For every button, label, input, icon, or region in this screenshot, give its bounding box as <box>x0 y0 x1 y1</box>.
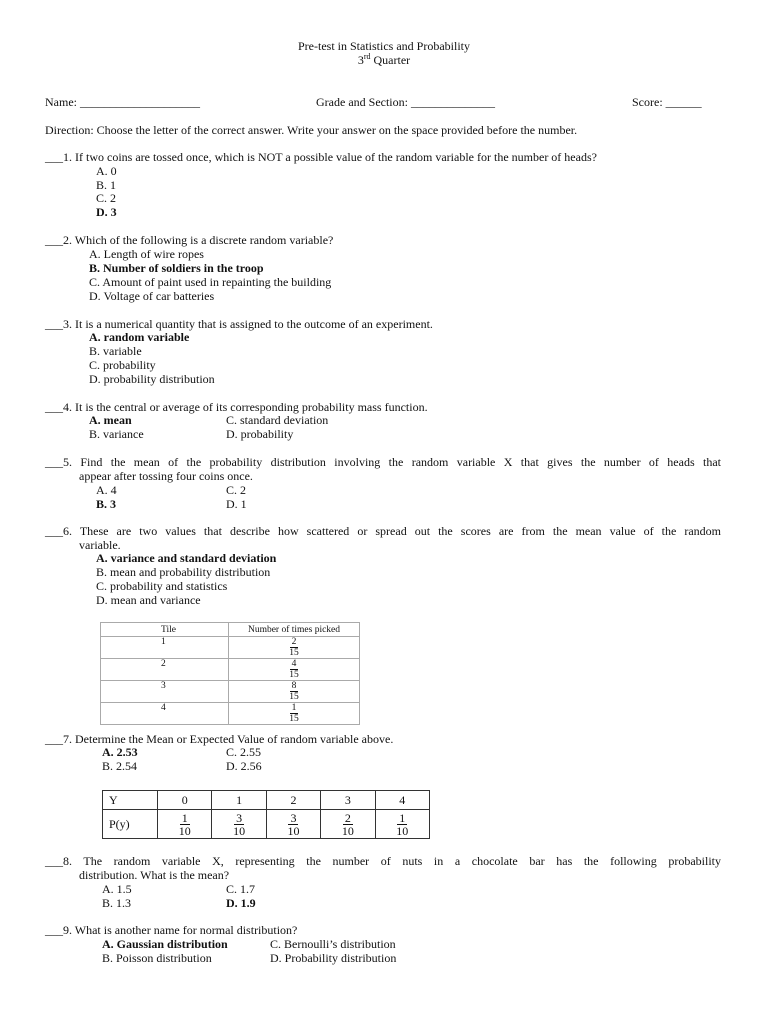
grade-section-field[interactable]: Grade and Section: ______________ <box>316 95 495 109</box>
tile-header: Tile <box>101 623 229 637</box>
table-row <box>101 703 360 725</box>
page-title: Pre-test in Statistics and Probability <box>298 39 470 53</box>
q9-choice-b: B. Poisson distribution <box>102 951 212 965</box>
numerator: 4 <box>291 659 297 669</box>
fraction <box>289 637 299 658</box>
denominator: 10 <box>341 824 354 838</box>
table-row <box>101 637 360 659</box>
q9-choice-c: C. Bernoulli’s distribution <box>270 937 396 951</box>
q8-stem: ___8. The random variable X, representing the number of nuts in a chocolate bar has the following probability <box>45 854 721 868</box>
py-label: P(y) <box>103 810 158 839</box>
tile-value: 2 <box>101 659 229 681</box>
q5-choice-d: D. 1 <box>226 497 247 511</box>
numerator: 1 <box>399 811 406 825</box>
q2-choice-b: B. Number of soldiers in the troop <box>89 261 264 275</box>
fraction <box>289 703 299 724</box>
q8-choice-a: A. 1.5 <box>102 882 132 896</box>
q8-stem-cont: distribution. What is the mean? <box>79 868 230 882</box>
q3-stem: ___3. It is a numerical quantity that is assigned to the outcome of an experiment. <box>45 317 433 331</box>
q7-stem: ___7. Determine the Mean or Expected Value of random variable above. <box>45 732 394 746</box>
q3-choice-d: D. probability distribution <box>89 372 215 386</box>
q9-choice-d: D. Probability distribution <box>270 951 397 965</box>
table-row <box>101 681 360 703</box>
fraction <box>289 681 299 702</box>
denominator: 10 <box>178 824 191 838</box>
q8-choice-d: D. 1.9 <box>226 896 256 910</box>
q3-choice-b: B. variable <box>89 344 142 358</box>
direction-text: Direction: Choose the letter of the correct answer. Write your answer on the space provided before the number. <box>45 123 578 137</box>
q2-choice-c: C. Amount of paint used in repainting the building <box>89 275 332 289</box>
q2-choice-d: D. Voltage of car batteries <box>89 289 215 303</box>
q6-stem: ___6. These are two values that describe how scattered or spread out the scores are from the mean value of the random <box>45 524 721 538</box>
q4-choice-b: B. variance <box>89 427 144 441</box>
q7-choice-b: B. 2.54 <box>102 759 138 773</box>
q6-choice-c: C. probability and statistics <box>96 579 228 593</box>
q5-stem: ___5. Find the mean of the probability distribution involving the random variable X that gives the number of heads that <box>45 455 721 469</box>
q1-stem: ___1. If two coins are tossed once, which is NOT a possible value of the random variable for the number of heads? <box>45 150 597 164</box>
name-field[interactable]: Name: ____________________ <box>45 95 200 109</box>
numerator: 2 <box>291 637 297 647</box>
denominator: 15 <box>289 692 299 702</box>
q9-stem: ___9. What is another name for normal distribution? <box>45 923 298 937</box>
denominator: 10 <box>287 824 300 838</box>
fraction <box>287 812 299 837</box>
quarter-word: Quarter <box>373 53 411 67</box>
q4-stem: ___4. It is the central or average of its corresponding probability mass function. <box>45 400 428 414</box>
q5-stem-cont: appear after tossing four coins once. <box>79 469 253 483</box>
numerator: 1 <box>291 703 297 713</box>
numerator: 1 <box>181 811 188 825</box>
q2-choice-a: A. Length of wire ropes <box>89 247 204 261</box>
q9-choice-a: A. Gaussian distribution <box>102 937 228 951</box>
probability-table <box>102 790 430 839</box>
q3-choice-a: A. random variable <box>89 330 190 344</box>
denominator: 15 <box>289 670 299 680</box>
table-row <box>103 810 430 839</box>
quarter-suffix: rd <box>363 52 371 61</box>
q3-choice-c: C. probability <box>89 358 156 372</box>
q6-stem-cont: variable. <box>79 538 121 552</box>
denominator: 10 <box>396 824 409 838</box>
q2-stem: ___2. Which of the following is a discrete random variable? <box>45 233 334 247</box>
q5-choice-b: B. 3 <box>96 497 117 511</box>
q1-choice-d: D. 3 <box>96 205 117 219</box>
denominator: 10 <box>233 824 246 838</box>
fraction <box>233 812 245 837</box>
y-value: 1 <box>212 791 266 810</box>
tile-value: 3 <box>101 681 229 703</box>
fraction <box>342 812 354 837</box>
q5-choice-c: C. 2 <box>226 483 247 497</box>
score-field[interactable]: Score: ______ <box>632 95 702 109</box>
q7-choice-a: A. 2.53 <box>102 745 138 759</box>
fraction <box>179 812 191 837</box>
q7-choice-d: D. 2.56 <box>226 759 262 773</box>
numerator: 3 <box>290 811 297 825</box>
fraction <box>289 659 299 680</box>
denominator: 15 <box>289 648 299 658</box>
q4-choice-c: C. standard deviation <box>226 413 329 427</box>
numerator: 8 <box>291 681 297 691</box>
table-row <box>103 791 430 810</box>
tile-value: 1 <box>101 637 229 659</box>
quarter-number: 3 <box>357 53 364 67</box>
numerator: 3 <box>236 811 243 825</box>
y-label: Y <box>103 791 158 810</box>
tile-table <box>100 622 360 725</box>
q8-choice-b: B. 1.3 <box>102 896 132 910</box>
table-row <box>101 659 360 681</box>
y-value: 3 <box>321 791 375 810</box>
denominator: 15 <box>289 714 299 724</box>
q7-choice-c: C. 2.55 <box>226 745 262 759</box>
q1-choice-c: C. 2 <box>96 191 117 205</box>
q6-choice-b: B. mean and probability distribution <box>96 565 271 579</box>
q1-choice-a: A. 0 <box>96 164 117 178</box>
q1-choice-b: B. 1 <box>96 178 117 192</box>
q4-choice-d: D. probability <box>226 427 294 441</box>
quarter-label <box>358 53 410 67</box>
y-value: 0 <box>158 791 212 810</box>
q6-choice-d: D. mean and variance <box>96 593 201 607</box>
q4-choice-a: A. mean <box>89 413 132 427</box>
y-value: 4 <box>375 791 429 810</box>
fraction <box>396 812 408 837</box>
times-picked-header: Number of times picked <box>229 623 360 637</box>
numerator: 2 <box>344 811 351 825</box>
y-value: 2 <box>266 791 320 810</box>
tile-value: 4 <box>101 703 229 725</box>
q6-choice-a: A. variance and standard deviation <box>96 551 277 565</box>
q8-choice-c: C. 1.7 <box>226 882 256 896</box>
q5-choice-a: A. 4 <box>96 483 117 497</box>
